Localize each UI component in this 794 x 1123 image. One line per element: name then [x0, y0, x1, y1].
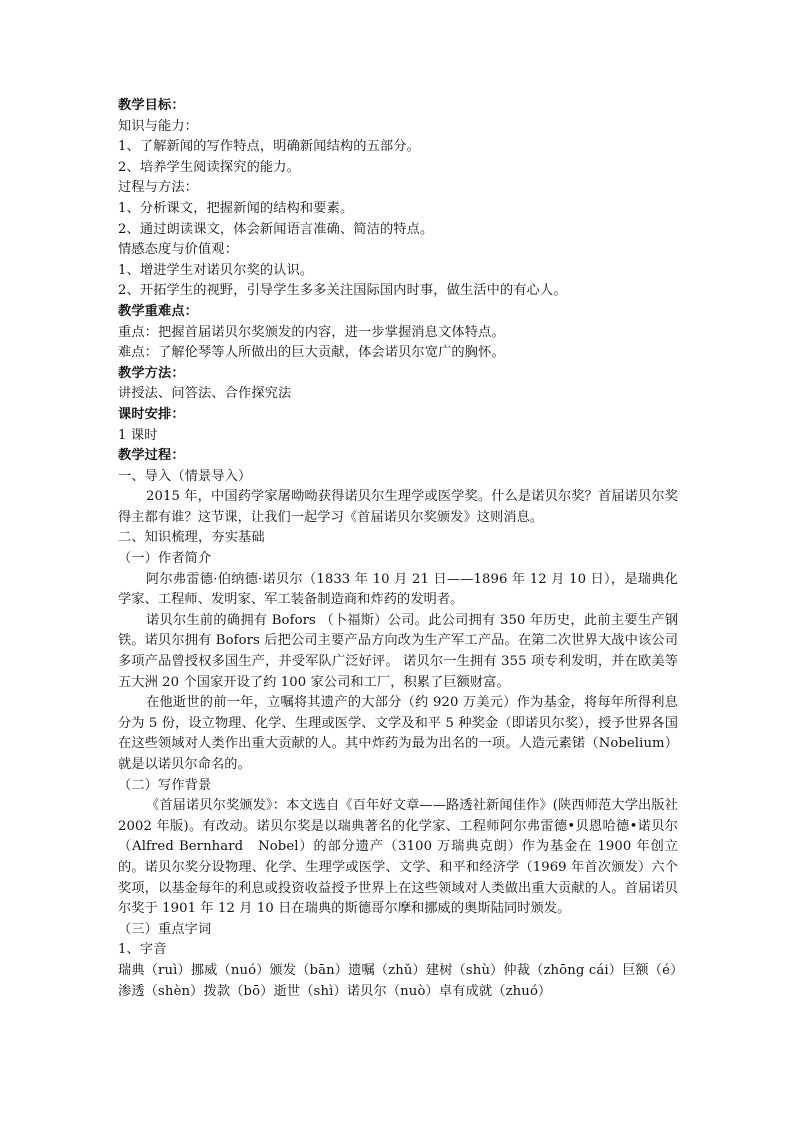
subsection-background: （二）写作背景 [118, 777, 212, 793]
subsection-key-words: （三）重点字词 [118, 921, 212, 937]
emotion-value-label: 情感态度与价值观： [118, 242, 239, 258]
step-2-knowledge: 二、知识梳理，夯实基础 [118, 530, 265, 546]
schedule-heading: 课时安排： [118, 406, 185, 422]
pronunciation-line-2: 渗透（shèn）拨款（bō）逝世（shì）诺贝尔（nuò）卓有成就（zhuó） [118, 983, 552, 999]
author-paragraph-2: 诺贝尔生前的确拥有 Bofors （卜福斯）公司。此公司拥有 350 年历史，此前主要生产钢铁。诺贝尔拥有 Bofors 后把公司主要产品方向改为生产军工产品。在第二次世界大战中该公司多项产品曾授权多国生产，并受军队广泛好评。 诺贝尔一生拥有 355 项专利发明，并在欧美等五大洲 20 个国家开设了约 100 家公司和工厂，积累了巨额财富。 [118, 612, 678, 690]
teaching-methods: 讲授法、问答法、合作探究法 [118, 386, 292, 402]
author-paragraph-1: 阿尔弗雷德·伯纳德·诺贝尔（1833 年 10 月 21 日——1896 年 12 月 10 日），是瑞典化学家、工程师、发明家、军工装备制造商和炸药的发明者。 [118, 571, 678, 608]
key-difficult-heading: 教学重难点： [118, 303, 199, 319]
pronunciation-label: 1、字音 [118, 942, 167, 958]
schedule-value: 1 课时 [118, 427, 158, 443]
process-method-label: 过程与方法： [118, 180, 199, 196]
emotion-item-2: 2、开拓学生的视野，引导学生多多关注国际国内时事，做生活中的有心人。 [118, 283, 567, 299]
key-point: 重点：把握首届诺贝尔奖颁发的内容，进一步掌握消息文体特点。 [118, 324, 505, 340]
author-paragraph-3: 在他逝世的前一年，立嘱将其遗产的大部分（约 920 万美元）作为基金，将每年所得利息分为 5 份，设立物理、化学、生理或医学、文学及和平 5 种奖金（即诺贝尔奖），授予世界各国在这些领域对人类作出重大贡献的人。其中炸药为最为出名的一项。人造元素锘（Nobelium）就是以诺贝尔命名的。 [118, 695, 678, 772]
knowledge-item-1: 1、了解新闻的写作特点，明确新闻结构的五部分。 [118, 139, 420, 155]
difficult-point: 难点：了解伦琴等人所做出的巨大贡献，体会诺贝尔宽广的胸怀。 [118, 345, 505, 361]
knowledge-ability-label: 知识与能力： [118, 118, 199, 134]
teaching-goals-heading: 教学目标： [118, 98, 185, 113]
step-1-intro: 一、导入（情景导入） [118, 468, 252, 484]
emotion-item-1: 1、增进学生对诺贝尔奖的认识。 [118, 262, 314, 278]
teaching-method-heading: 教学方法： [118, 365, 185, 381]
process-item-2: 2、通过朗读课文，体会新闻语言准确、简洁的特点。 [118, 221, 434, 237]
knowledge-item-2: 2、培养学生阅读探究的能力。 [118, 159, 300, 175]
pronunciation-line-1: 瑞典（ruì）挪威（nuó）颁发（bān）遗嘱（zhǔ）建树（shù）仲裁（zhōng cái）巨额（é） [118, 962, 684, 978]
document-page [118, 96, 684, 1002]
intro-paragraph: 2015 年，中国药学家屠呦呦获得诺贝尔生理学或医学奖。什么是诺贝尔奖？首届诺贝尔奖得主都有谁？这节课，让我们一起学习《首届诺贝尔奖颁发》这则消息。 [118, 489, 678, 525]
subsection-author: （一）作者简介 [118, 551, 212, 567]
background-paragraph: 《首届诺贝尔奖颁发》：本文选自《百年好文章——路透社新闻佳作》(陕西师范大学出版社 2002 年版)。有改动。诺贝尔奖是以瑞典著名的化学家、工程师阿尔弗雷德•贝恩哈德•诺贝尔（Alfred Bernhard Nobel）的部分遗产（3100 万瑞典克朗）作为基金在 1900 年创立的。诺贝尔奖分设物理、化学、生理学或医学、文学、和平和经济学（1969 年首次颁发）六个奖项，以基金每年的利息或投资收益授予世界上在这些领域对人类做出重大贡献的人。首届诺贝尔奖于 1901 年 12 月 10 日在瑞典的斯德哥尔摩和挪威的奥斯陆同时颁发。 [118, 798, 678, 917]
teaching-process-heading: 教学过程： [118, 448, 185, 464]
process-item-1: 1、分析课文，把握新闻的结构和要素。 [118, 200, 354, 216]
